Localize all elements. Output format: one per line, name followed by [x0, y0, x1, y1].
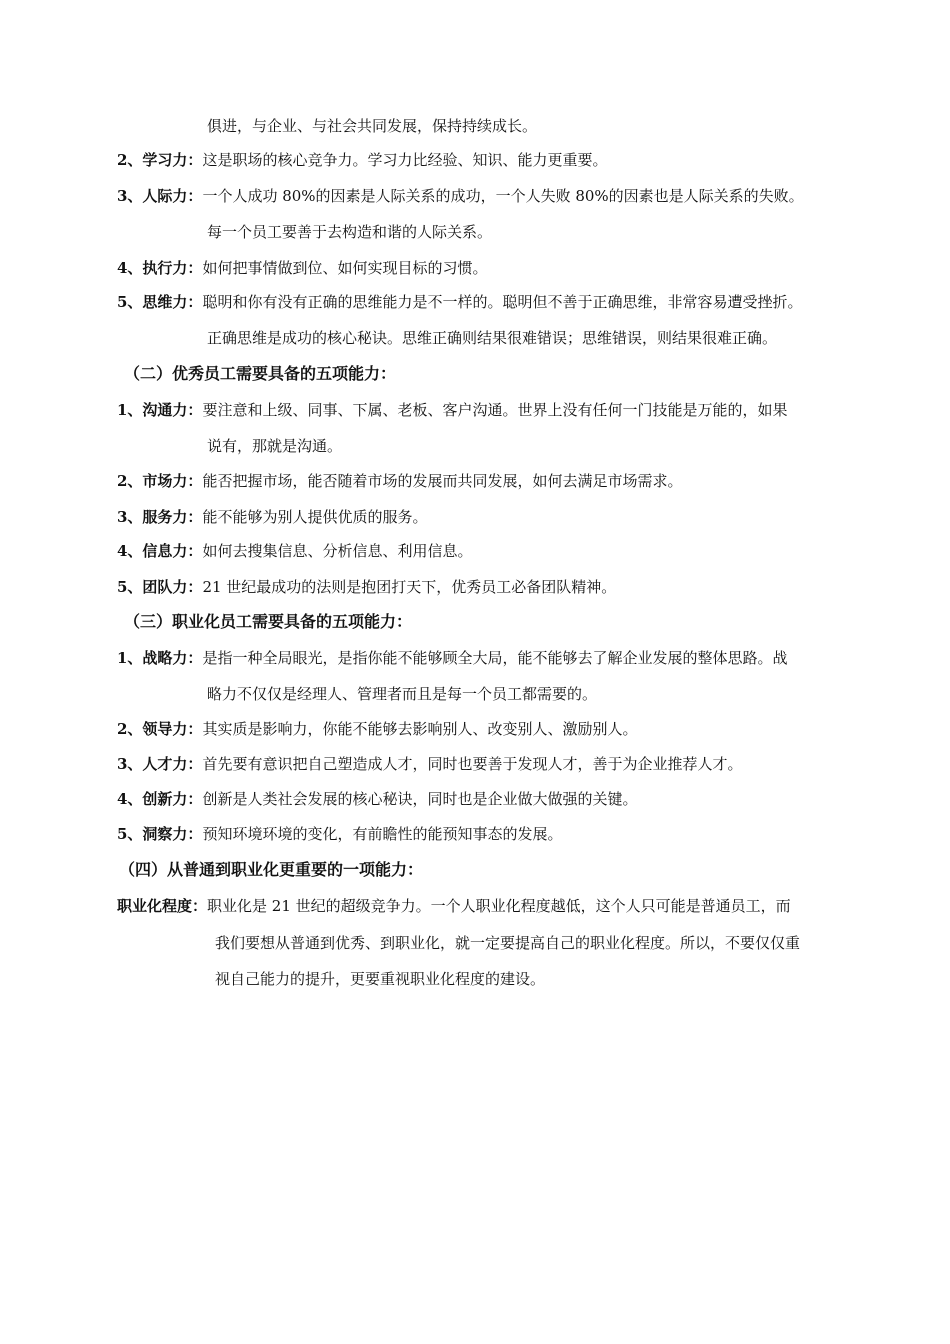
list-item — [117, 507, 427, 527]
section-heading: （三）职业化员工需要具备的五项能力： — [124, 612, 413, 631]
item-text: 创新是人类社会发展的核心秘诀，同时也是企业做大做强的关键。 — [202, 790, 638, 808]
list-item — [117, 258, 487, 278]
list-item — [117, 471, 682, 491]
item-text: 聪明和你有没有正确的思维能力是不一样的。聪明但不善于正确思维，非常容易遭受挫折。 — [202, 293, 803, 311]
item-text: 如何去搜集信息、分析信息、利用信息。 — [202, 542, 473, 560]
list-item — [117, 292, 802, 312]
item-text: 首先要有意识把自己塑造成人才，同时也要善于发现人才，善于为企业推荐人才。 — [202, 755, 743, 773]
item-continuation: 我们要想从普通到优秀、到职业化，就一定要提高自己的职业化程度。所以，不要仅仅重 — [215, 934, 801, 952]
list-item — [117, 541, 472, 561]
item-text: 能否把握市场，能否随着市场的发展而共同发展，如何去满足市场需求。 — [202, 472, 683, 490]
item-text: 21 世纪最成功的法则是抱团打天下，优秀员工必备团队精神。 — [202, 578, 617, 596]
item-text: 预知环境环境的变化，有前瞻性的能预知事态的发展。 — [202, 825, 563, 843]
item-text: 能不能够为别人提供优质的服务。 — [202, 508, 428, 526]
item-label: 职业化程度： — [117, 897, 208, 915]
list-item — [117, 186, 804, 206]
item-label: 4、创新力： — [117, 790, 203, 808]
list-item — [117, 896, 791, 916]
item-label: 3、服务力： — [117, 508, 203, 526]
item-label: 4、执行力： — [117, 259, 203, 277]
item-label: 3、人际力： — [117, 187, 203, 205]
list-item — [117, 648, 787, 668]
list-item — [117, 789, 637, 809]
item-label: 2、市场力： — [117, 472, 203, 490]
item-text: 一个人成功 80%的因素是人际关系的成功，一个人失败 80%的因素也是人际关系的失败。 — [202, 187, 804, 205]
list-item — [117, 577, 616, 597]
list-item — [117, 150, 607, 170]
item-label: 2、领导力： — [117, 720, 203, 738]
item-text: 要注意和上级、同事、下属、老板、客户沟通。世界上没有任何一门技能是万能的，如果 — [202, 401, 788, 419]
list-item — [117, 400, 787, 420]
item-label: 1、战略力： — [117, 649, 203, 667]
item-continuation: 正确思维是成功的核心秘诀。思维正确则结果很难错误；思维错误，则结果很难正确。 — [207, 329, 778, 347]
section-heading: （二）优秀员工需要具备的五项能力： — [124, 364, 397, 383]
item-continuation: 略力不仅仅是经理人、管理者而且是每一个员工都需要的。 — [207, 685, 598, 703]
item-label: 2、学习力： — [117, 151, 203, 169]
list-item — [117, 719, 637, 739]
section-heading: （四）从普通到职业化更重要的一项能力： — [119, 860, 424, 879]
item-continuation: 每一个员工要善于去构造和谐的人际关系。 — [207, 223, 493, 241]
item-text: 其实质是影响力，你能不能够去影响别人、改变别人、激励别人。 — [202, 720, 638, 738]
item-text: 职业化是 21 世纪的超级竞争力。一个人职业化程度越低，这个人只可能是普通员工，而 — [207, 897, 791, 915]
item-text: 是指一种全局眼光，是指你能不能够顾全大局，能不能够去了解企业发展的整体思路。战 — [202, 649, 788, 667]
item-label: 5、洞察力： — [117, 825, 203, 843]
item-label: 3、人才力： — [117, 755, 203, 773]
paragraph-continuation: 俱进，与企业、与社会共同发展，保持持续成长。 — [207, 117, 538, 135]
item-text: 如何把事情做到位、如何实现目标的习惯。 — [202, 259, 488, 277]
item-label: 1、沟通力： — [117, 401, 203, 419]
list-item — [117, 754, 742, 774]
item-continuation: 说有，那就是沟通。 — [207, 437, 343, 455]
item-label: 4、信息力： — [117, 542, 203, 560]
item-text: 这是职场的核心竞争力。学习力比经验、知识、能力更重要。 — [202, 151, 608, 169]
item-label: 5、思维力： — [117, 293, 203, 311]
item-label: 5、团队力： — [117, 578, 203, 596]
item-continuation: 视自己能力的提升，更要重视职业化程度的建设。 — [215, 970, 546, 988]
list-item — [117, 824, 562, 844]
